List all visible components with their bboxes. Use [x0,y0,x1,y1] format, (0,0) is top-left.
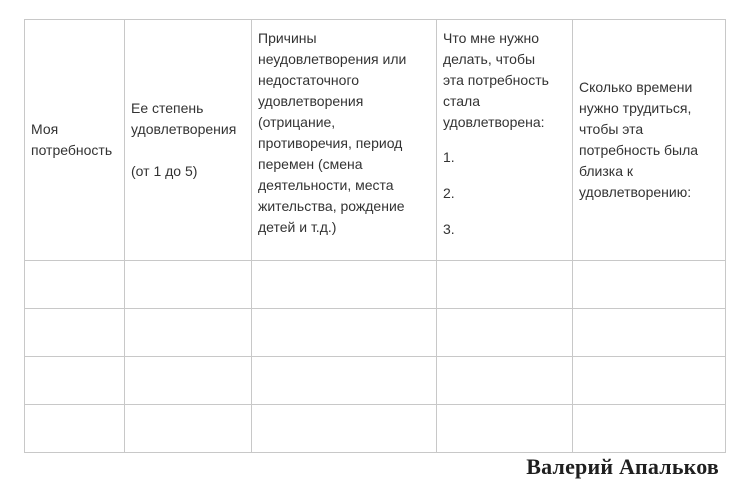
table-row [25,261,726,309]
table-cell[interactable] [573,405,726,453]
table-cell[interactable] [125,357,252,405]
table-cell[interactable] [252,309,437,357]
header-satisfaction-scale: (от 1 до 5) [131,163,198,179]
author-signature: Валерий Апальков [526,454,719,479]
header-actions-text: Что мне нужно делать, чтобы эта потребность стала удовлетворена: [443,30,549,130]
table-row [25,405,726,453]
header-actions-item-3: 3. [443,221,455,237]
table-row [25,309,726,357]
table-cell[interactable] [573,309,726,357]
header-cell-need [25,20,125,261]
table-cell[interactable] [573,261,726,309]
table-cell[interactable] [125,261,252,309]
table-cell[interactable] [25,261,125,309]
table-cell[interactable] [25,309,125,357]
needs-table [24,19,726,453]
table-cell[interactable] [437,357,573,405]
table-cell[interactable] [252,405,437,453]
table-cell[interactable] [437,405,573,453]
table-cell[interactable] [125,309,252,357]
table-cell[interactable] [252,261,437,309]
table-header-row [25,20,726,261]
table-row [25,357,726,405]
table-cell[interactable] [125,405,252,453]
table-cell[interactable] [252,357,437,405]
table-cell[interactable] [25,357,125,405]
table-cell[interactable] [437,261,573,309]
header-cell-time [573,20,726,261]
header-satisfaction-text: Ее степень удовлетворения [131,100,237,137]
header-cell-reasons [252,20,437,261]
header-cell-actions [437,20,573,261]
header-actions-item-2: 2. [443,185,455,201]
table-cell[interactable] [573,357,726,405]
header-satisfaction-gap [131,140,245,161]
table-cell[interactable] [437,309,573,357]
header-time-text: Сколько времени нужно трудиться, чтобы эта потребность была близка к удовлетворению: [579,79,699,200]
header-need-text: Моя потребность [31,121,113,158]
header-reasons-text: Причины неудовлетворения или недостаточного удовлетворения (отрицание, противоречия, период перемен (смена деятельности, места жительства, рождение детей и т.д.) [258,30,407,235]
header-cell-satisfaction-level [125,20,252,261]
header-actions-item-1: 1. [443,149,455,165]
table-cell[interactable] [25,405,125,453]
